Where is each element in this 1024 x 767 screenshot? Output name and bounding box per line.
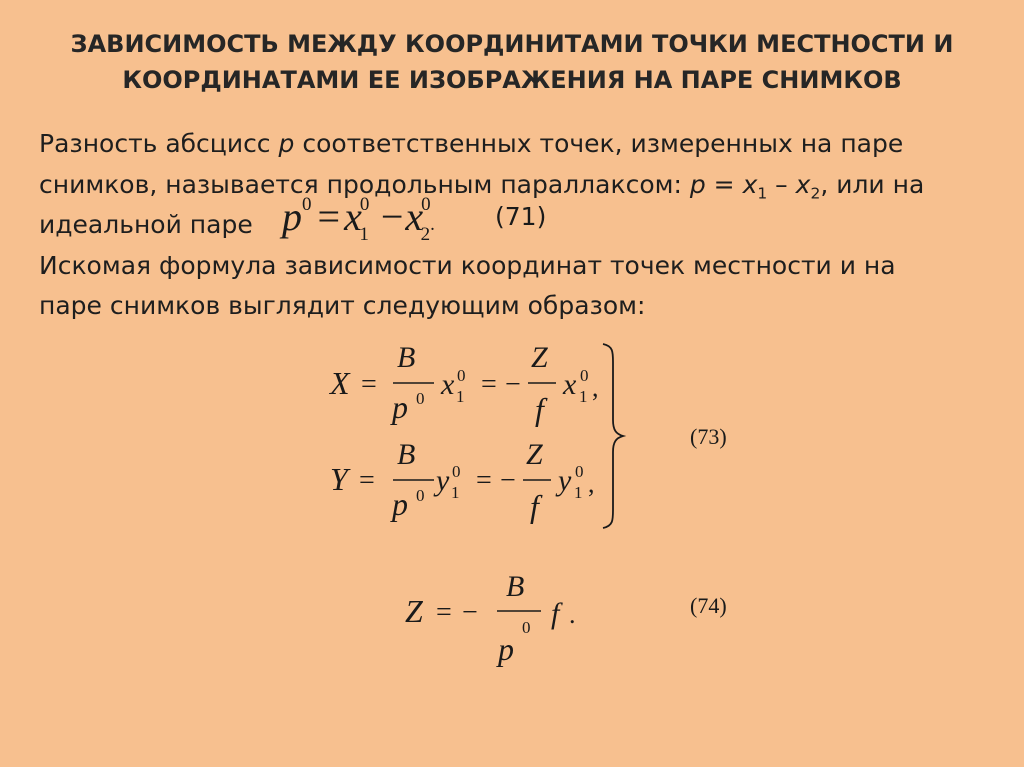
variable-p: p — [278, 129, 295, 158]
variable-p: p — [689, 169, 706, 199]
minus-sign: – — [767, 169, 796, 199]
minus-sign: − — [505, 369, 521, 400]
superscript-0: 0 — [421, 194, 431, 215]
equation-number-74: (74) — [690, 593, 727, 618]
superscript-0: 0 — [359, 194, 370, 215]
denominator-p: p — [498, 631, 514, 667]
minus-sign: − — [500, 465, 516, 496]
superscript-0: 0 — [416, 389, 425, 408]
period: . — [430, 214, 435, 235]
text-fragment: , или на — [820, 169, 925, 199]
denominator-f: f — [530, 488, 539, 524]
formula-x: x — [344, 194, 362, 239]
denominator-f: f — [535, 391, 544, 427]
superscript-0: 0 — [580, 366, 589, 385]
minus-sign: − — [380, 194, 404, 239]
denominator-p: p — [392, 389, 408, 425]
numerator-Z: Z — [531, 341, 548, 374]
paragraph2-line-2: паре снимков выглядит следующим образом: — [39, 291, 646, 320]
numerator-B: B — [397, 341, 416, 374]
denominator-p: p — [392, 486, 408, 522]
superscript-0: 0 — [302, 194, 312, 215]
equals-sign: = — [436, 597, 452, 628]
superscript-0: 0 — [575, 462, 584, 481]
period: . — [569, 600, 576, 629]
formula-y: y — [558, 464, 572, 497]
slide-title-line-1: ЗАВИСИМОСТЬ МЕЖДУ КООРДИНИТАМИ ТОЧКИ МЕСТНОСТИ И — [70, 30, 954, 58]
numerator-B: B — [506, 570, 525, 603]
paragraph2-line-1: Искомая формула зависимости координат точек местности и на — [39, 250, 896, 280]
superscript-0: 0 — [457, 366, 466, 385]
equals-sign: = — [317, 194, 341, 239]
equation-number-71: (71) — [495, 202, 547, 231]
minus-sign: − — [462, 597, 478, 628]
text-fragment: соответственных точек, измеренных на паре — [294, 129, 904, 158]
subscript-1: 1 — [456, 387, 465, 406]
formula-x: x — [563, 368, 577, 401]
superscript-0: 0 — [452, 462, 461, 481]
subscript-1: 1 — [359, 224, 369, 245]
subscript-1: 1 — [574, 483, 583, 502]
subscript-2: 2 — [420, 224, 431, 245]
formula-f: f — [551, 597, 560, 630]
superscript-0: 0 — [522, 618, 531, 637]
numerator-B: B — [397, 438, 416, 471]
formula-x: x — [441, 368, 455, 401]
equals-sign: = — [359, 465, 375, 496]
formula-Y: Y — [330, 461, 348, 497]
equals-sign: = — [476, 465, 492, 496]
comma: , — [592, 373, 599, 402]
formula-X: X — [330, 365, 350, 401]
formula-y: y — [436, 464, 450, 497]
subscript-1: 1 — [757, 183, 768, 202]
equals-sign: = — [481, 369, 497, 400]
equals-sign: = — [705, 169, 743, 199]
formula-Z: Z — [405, 593, 423, 629]
slide-title-line-2: КООРДИНАТАМИ ЕЕ ИЗОБРАЖЕНИЯ НА ПАРЕ СНИМКОВ — [122, 66, 902, 94]
right-brace — [603, 344, 623, 528]
text-fragment: идеальной паре — [39, 210, 253, 239]
equation-number-73: (73) — [690, 424, 727, 449]
text-fragment: снимков, называется продольным параллаксом: — [39, 169, 690, 199]
variable-x1: x — [742, 169, 758, 199]
formula-p: p — [282, 194, 302, 239]
text-fragment: Разность абсцисс — [39, 129, 279, 158]
equals-sign: = — [361, 369, 377, 400]
numerator-Z: Z — [526, 438, 543, 471]
superscript-0: 0 — [416, 486, 425, 505]
subscript-2: 2 — [810, 183, 821, 202]
variable-x2: x — [795, 169, 811, 199]
formula-x: x — [405, 194, 424, 239]
comma: , — [588, 469, 595, 498]
subscript-1: 1 — [579, 387, 588, 406]
subscript-1: 1 — [451, 483, 460, 502]
